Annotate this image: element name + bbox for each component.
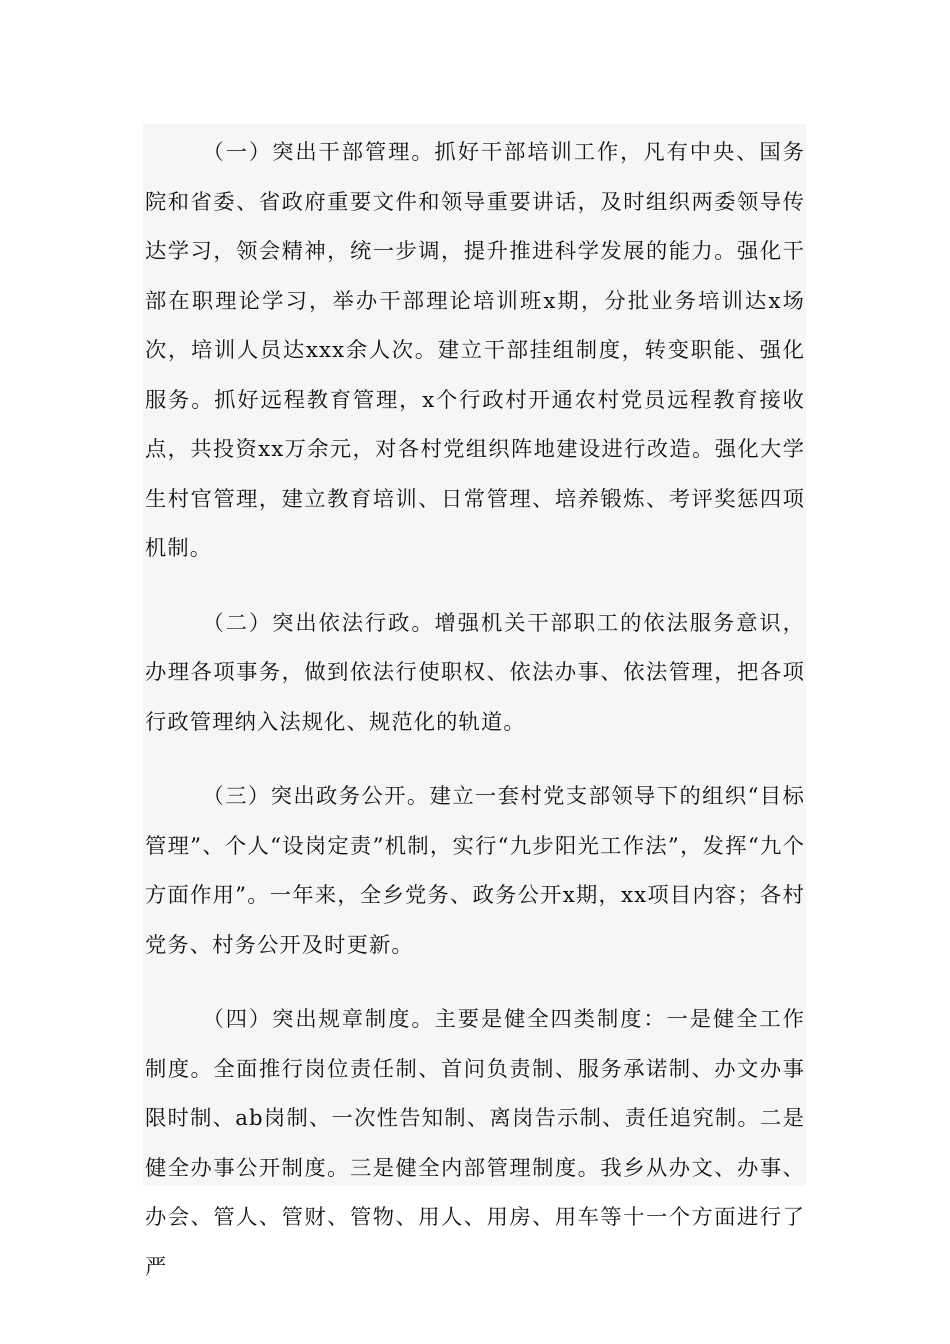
paragraph-lawful-administration: （二）突出依法行政。增强机关干部职工的依法服务意识，办理各项事务，做到依法行使职权、依法办事、依法管理，把各项行政管理纳入法规化、规范化的轨道。 (145, 610, 805, 735)
paragraph-cadre-management: （一）突出干部管理。抓好干部培训工作，凡有中央、国务院和省委、省政府重要文件和领导重要讲话，及时组织两委领导传达学习，领会精神，统一步调，提升推进科学发展的能力。强化干部在职理论学习，举办干部理论培训班x期，分批业务培训达x场次，培训人员达xxx余人次。建立干部挂组制度，转变职能、强化服务。抓好远程教育管理，x个行政村开通农村党员远程教育接收点，共投资xx万余元，对各村党组织阵地建设进行改造。强化大学生村官管理，建立教育培训、日常管理、培养锻炼、考评奖惩四项机制。 (145, 140, 805, 561)
paragraph-government-transparency: （三）突出政务公开。建立一套村党支部领导下的组织“目标管理”、个人“设岗定责”机制，实行“九步阳光工作法”，发挥“九个方面作用”。一年来，全乡党务、政务公开x期，xx项目内容；各村党务、村务公开及时更新。 (145, 784, 805, 958)
paragraph-rules-and-regulations: （四）突出规章制度。主要是健全四类制度：一是健全工作制度。全面推行岗位责任制、首问负责制、服务承诺制、办文办事限时制、ab岗制、一次性告知制、离岗告示制、责任追究制。二是健全办事公开制度。三是健全内部管理制度。我乡从办文、办事、办会、管人、管财、管物、用人、用房、用车等十一个方面进行了严 (145, 1007, 805, 1280)
document-body (145, 128, 805, 1292)
